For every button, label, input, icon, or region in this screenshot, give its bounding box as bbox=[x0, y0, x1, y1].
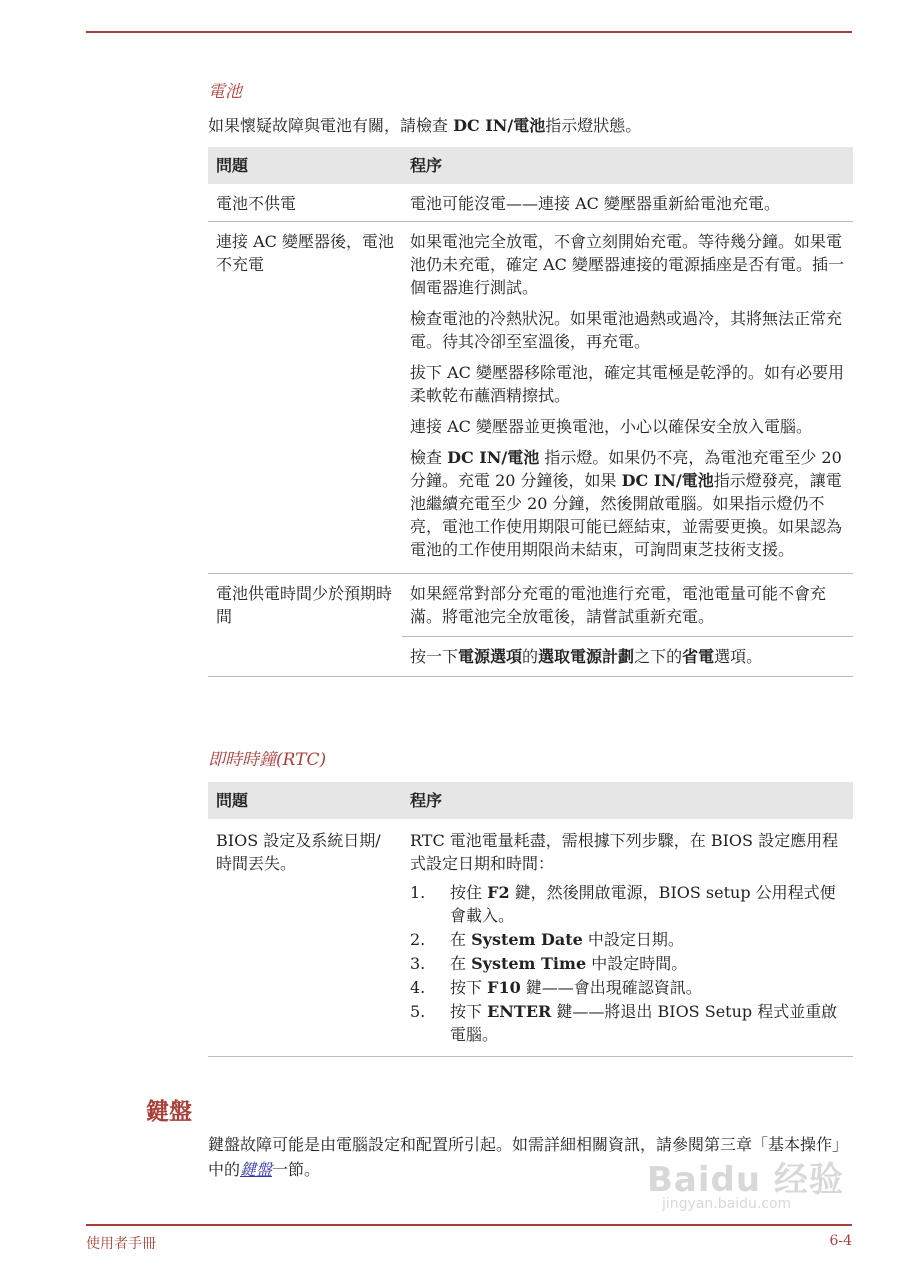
col-problem: 問題 bbox=[208, 782, 402, 819]
keyboard-link[interactable]: 鍵盤 bbox=[240, 1160, 273, 1179]
table-row: 連接 AC 變壓器後，電池不充電 如果電池完全放電，不會立刻開始充電。等待幾分鐘。如果電池仍未充電，確定 AC 變壓器連接的電源插座是否有電。插一個電器進行測試。 檢查電池的冷熱狀況。如果電池過熱或過冷，其將無法正常充電。待其冷卻至室溫後，再充電。 拔下 AC 變壓器移除電池，確定其電極是乾淨的。如有必要用柔軟乾布蘸酒精擦拭。 連接 AC 變壓器並更換電池，小心以確保安全放入電腦。 檢查 DC IN/電池 指示燈。如果仍不亮，為電池充電至少 20 分鐘。充電 20 分鐘後，如果 DC IN/電池指示燈發亮，讓電池繼續充電至少 20 分鐘，然後開啟電腦。如果指示燈仍不亮，電池工作使用期限可能已經結束，並需要更換。如果認為電池的工作使用期限尚未結束，可詢問東芝技術支援。 bbox=[208, 222, 853, 574]
col-procedure: 程序 bbox=[402, 782, 853, 819]
list-item: 1. 按住 F2 鍵，然後開啟電源，BIOS setup 公用程式便會載入。 bbox=[410, 883, 836, 925]
battery-intro: 如果懷疑故障與電池有關，請檢查 DC IN/電池指示燈狀態。 bbox=[208, 116, 642, 135]
header-rule bbox=[86, 31, 852, 33]
watermark-logo: Baidu 经验 bbox=[647, 1160, 844, 1200]
battery-table bbox=[208, 147, 853, 677]
table-row: 電池不供電 電池可能沒電——連接 AC 變壓器重新給電池充電。 bbox=[208, 184, 853, 222]
list-item: 5. 按下 ENTER 鍵——將退出 BIOS Setup 程式並重啟電腦。 bbox=[410, 1002, 838, 1044]
rtc-steps bbox=[410, 881, 845, 1046]
list-item: 4. 按下 F10 鍵——會出現確認資訊。 bbox=[410, 978, 702, 997]
col-procedure: 程序 bbox=[402, 147, 853, 184]
rtc-heading: 即時時鐘(RTC) bbox=[208, 750, 327, 770]
footer-rule bbox=[86, 1224, 852, 1226]
keyboard-text: 鍵盤故障可能是由電腦設定和配置所引起。如需詳細相關資訊，請參閱第三章「基本操作」中的鍵盤一節。 bbox=[208, 1135, 849, 1179]
rtc-table bbox=[208, 782, 853, 1057]
list-item: 2. 在 System Date 中設定日期。 bbox=[410, 930, 684, 949]
list-item: 3. 在 System Time 中設定時間。 bbox=[410, 954, 688, 973]
table-row: BIOS 設定及系統日期/時間丟失。 RTC 電池電量耗盡，需根據下列步驟，在 BIOS 設定應用程式設定日期和時間： 1. 按住 F2 鍵，然後開啟電源，BIOS setup 公用程式便會載入。 2. 在 System Date 中設定日期。 3. 在 System Time 中設定時間。 4. 按下 F10 鍵——會出現確認資訊。 5. 按下 ENTER 鍵——將退出 BIOS Setup 程式並重啟電腦。 bbox=[208, 819, 853, 1057]
col-problem: 問題 bbox=[208, 147, 402, 184]
footer-title: 使用者手冊 bbox=[86, 1236, 156, 1252]
battery-heading: 電池 bbox=[208, 82, 242, 102]
watermark-url: jingyan.baidu.com bbox=[662, 1196, 792, 1212]
table-row: 電池供電時間少於預期時間 如果經常對部分充電的電池進行充電，電池電量可能不會充滿。將電池完全放電後，請嘗試重新充電。 按一下電源選項的選取電源計劃之下的省電選項。 bbox=[208, 574, 853, 677]
page-number: 6-4 bbox=[829, 1233, 852, 1249]
keyboard-heading: 鍵盤 bbox=[146, 1098, 192, 1125]
